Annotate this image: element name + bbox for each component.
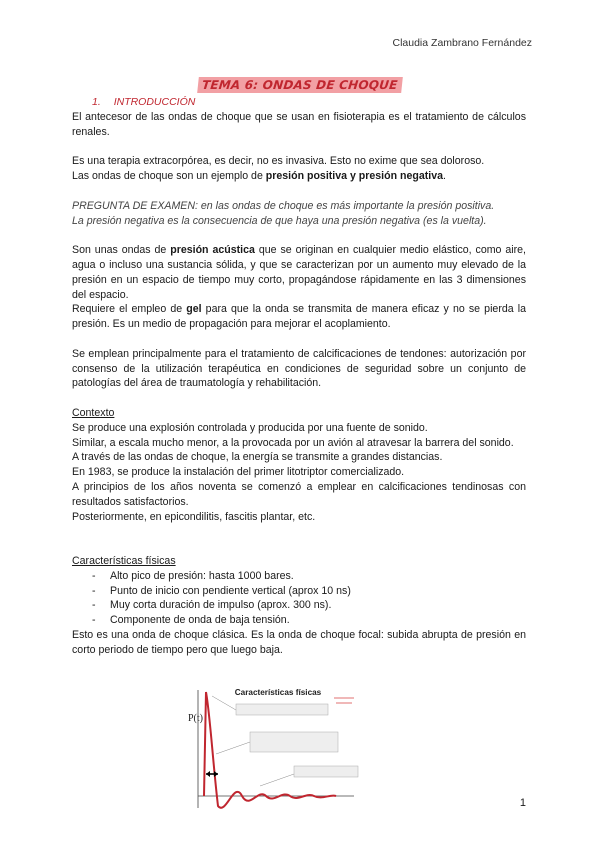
figure-ylabel: P(t) — [188, 713, 203, 724]
context-line: Similar, a escala mucho menor, a la provocada por un avión al atravesar la barrera del sonido. — [72, 436, 514, 449]
bold-term: presión acústica — [170, 244, 255, 257]
context-line: En 1983, se produce la instalación del primer litotriptor comercializado. — [72, 466, 405, 479]
paragraph: Esto es una onda de choque clásica. Es la onda de choque focal: subida abrupta de presión en corto periodo de tiempo pero que luego baja. — [72, 628, 526, 656]
section-title: INTRODUCCIÓN — [113, 96, 196, 108]
list-item: - Componente de onda de baja tensión. — [92, 613, 526, 628]
characteristics-list — [72, 569, 526, 628]
body-text — [72, 110, 526, 657]
list-item: - Alto pico de presión: hasta 1000 bares. — [92, 569, 526, 584]
exam-note: PREGUNTA DE EXAMEN: en las ondas de choque es más importante la presión positiva. — [72, 199, 495, 212]
exam-note: La presión negativa es la consecuencia de que haya una presión negativa (es la vuelta). — [72, 214, 487, 227]
list-item: - Muy corta duración de impulso (aprox. 300 ns). — [92, 598, 526, 613]
paragraph: Requiere el empleo de gel para que la onda se transmita de manera eficaz y no se pierda la presión. Es un medio de propagación para mejorar el acoplamiento. — [72, 303, 526, 331]
document-title: TEMA 6: ONDAS DE CHOQUE — [197, 77, 402, 93]
section-heading-introduction — [92, 96, 195, 108]
context-line: Se produce una explosión controlada y producida por una fuente de sonido. — [72, 421, 428, 434]
figure-title: Características físicas — [234, 688, 322, 697]
paragraph: El antecesor de las ondas de choque que se usan en fisioterapia es el tratamiento de cálculos renales. — [72, 111, 526, 138]
paragraph: Es una terapia extracorpórea, es decir, no es invasiva. Esto no exime que sea doloroso. — [72, 155, 485, 168]
paragraph: Son unas ondas de presión acústica que se originan en cualquier medio elástico, como aire, agua o incluso una sustancia sólida, y que se caracterizan por un aumento muy elevado de la presión en un espacio de tiempo muy corto, propagándose rápidamente en las 3 dimensiones del espacio. — [72, 244, 526, 301]
list-item: - Punto de inicio con pendiente vertical (aprox 10 ns) — [92, 584, 526, 599]
title-container — [0, 76, 600, 94]
section-number: 1. — [92, 96, 101, 108]
callout-box-low — [294, 766, 358, 777]
caracteristicas-heading: Características físicas — [72, 554, 176, 567]
author-name: Claudia Zambrano Fernández — [392, 37, 532, 49]
bold-term: gel — [186, 303, 202, 316]
callout-box-onset — [250, 732, 338, 752]
shock-wave-figure — [186, 684, 362, 814]
red-annotation — [332, 694, 358, 708]
page-number: 1 — [519, 797, 526, 809]
paragraph: Se emplean principalmente para el tratamiento de calcificaciones de tendones: autorización por consenso de la utilización terapéutica en condiciones de seguridad sobre un conjunto de patologías del área de traumatología y rehabilitación. — [72, 347, 526, 390]
contexto-heading: Contexto — [72, 406, 115, 419]
context-line: Posteriormente, en epicondilitis, fascitis plantar, etc. — [72, 510, 316, 523]
context-line: A través de las ondas de choque, la energía se transmite a grandes distancias. — [72, 451, 443, 464]
bold-term: presión positiva y presión negativa — [265, 170, 443, 183]
context-line: A principios de los años noventa se comenzó a emplear en calcificaciones tendinosas con resultados satisfactorios. — [72, 480, 526, 508]
paragraph: Las ondas de choque son un ejemplo de presión positiva y presión negativa. — [72, 170, 446, 183]
callout-box-peak — [236, 704, 328, 715]
